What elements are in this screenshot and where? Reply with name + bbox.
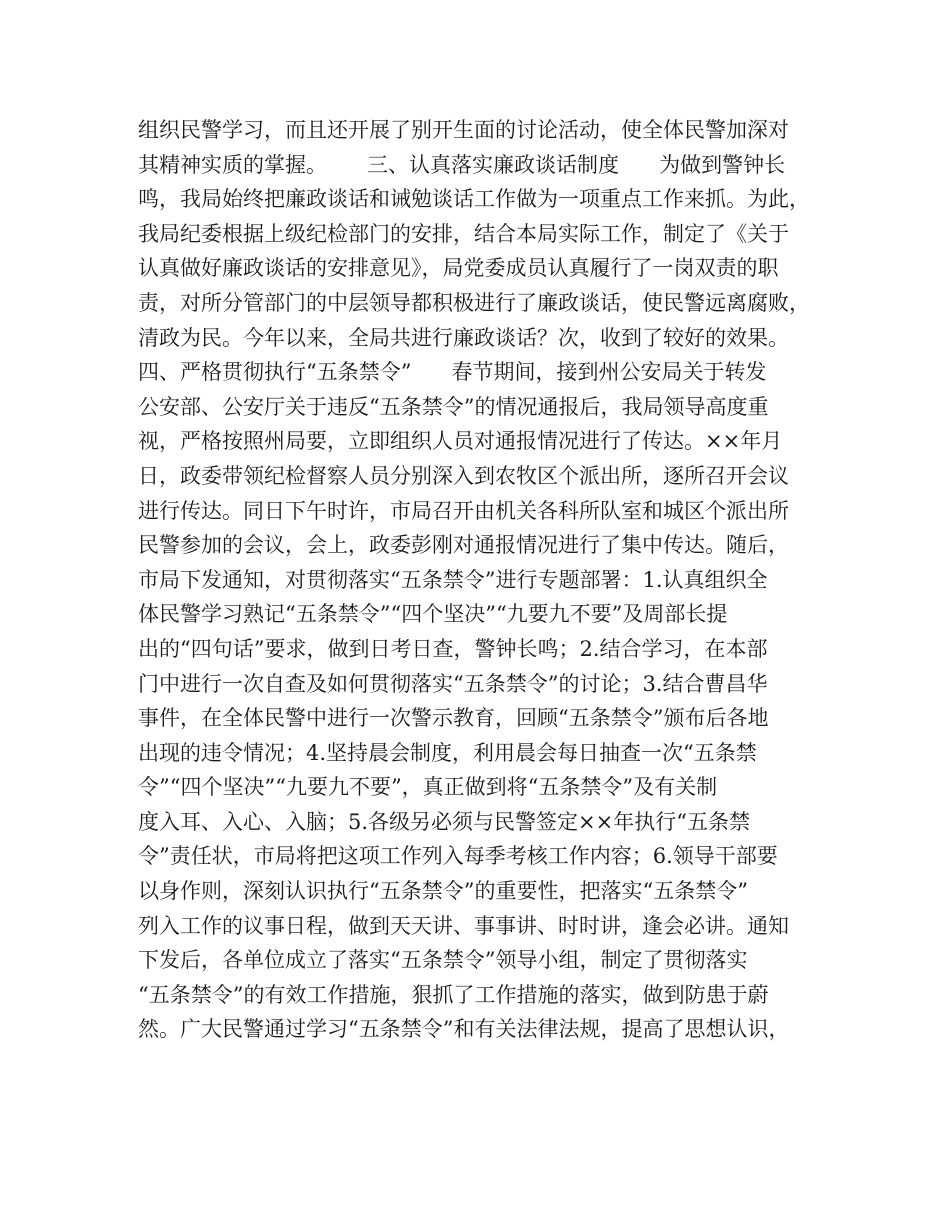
text-line: 认真做好廉政谈话的安排意见》，局党委成员认真履行了一岗双责的职 <box>138 256 779 281</box>
text-line: 市局下发通知，对贯彻落实“五条禁令”进行专题部署：1.认真组织全 <box>138 567 768 592</box>
text-line: 公安部、公安厅关于违反“五条禁令”的情况通报后，我局领导高度重 <box>138 394 769 419</box>
text-line: 清政为民。今年以来，全局共进行廉政谈话？次，收到了较好的效果。 <box>138 325 789 350</box>
text-line: 责，对所分管部门的中层领导都积极进行了廉政谈话，使民警远离腐败， <box>138 290 810 315</box>
text-line: 令”“四个坚决”“九要九不要”，真正做到将“五条禁令”及有关制 <box>138 775 718 800</box>
text-line: 民警参加的会议，会上，政委彭刚对通报情况进行了集中传达。随后， <box>138 533 789 558</box>
text-line: 下发后，各单位成立了落实“五条禁令”领导小组，制定了贯彻落实 <box>138 948 748 973</box>
text-line: 门中进行一次自查及如何贯彻落实“五条禁令”的讨论；3.结合曹昌华 <box>138 671 768 696</box>
text-line: 体民警学习熟记“五条禁令”“四个坚决”“九要九不要”及周部长提 <box>138 602 728 627</box>
text-line: 日，政委带领纪检督察人员分别深入到农牧区个派出所，逐所召开会议 <box>138 463 789 488</box>
text-line: 四、严格贯彻执行“五条禁令” 春节期间，接到州公安局关于转发 <box>138 360 767 385</box>
body-text <box>138 113 828 1047</box>
text-line: 视，严格按照州局要，立即组织人员对通报情况进行了传达。××年月 <box>138 429 783 454</box>
text-line: 其精神实质的掌握。 三、认真落实廉政谈话制度 为做到警钟长 <box>138 152 786 177</box>
text-line: 然。广大民警通过学习“五条禁令”和有关法律法规，提高了思想认识， <box>138 1017 790 1042</box>
text-line: “五条禁令”的有效工作措施，狠抓了工作措施的落实，做到防患于蔚 <box>138 982 769 1007</box>
text-line: 列入工作的议事日程，做到天天讲、事事讲、时时讲，逢会必讲。通知 <box>138 913 789 938</box>
text-line: 组织民警学习，而且还开展了别开生面的讨论活动，使全体民警加深对 <box>138 118 789 142</box>
text-line: 度入耳、入心、入脑；5.各级另必须与民警签定××年执行“五条禁 <box>138 809 750 834</box>
text-line: 以身作则，深刻认识执行“五条禁令”的重要性，把落实“五条禁令” <box>138 879 748 904</box>
text-line: 鸣，我局始终把廉政谈话和诫勉谈话工作做为一项重点工作来抓。为此， <box>138 187 810 212</box>
text-line: 进行传达。同日下午时许，市局召开由机关各科所队室和城区个派出所 <box>138 498 789 523</box>
text-line: 出现的违令情况；4.坚持晨会制度，利用晨会每日抽查一次“五条禁 <box>138 740 757 765</box>
text-line: 我局纪委根据上级纪检部门的安排，结合本局实际工作，制定了《关于 <box>138 221 789 246</box>
text-line: 令”责任状，市局将把这项工作列入每季考核工作内容；6.领导干部要 <box>138 844 778 869</box>
text-line: 出的“四句话”要求，做到日考日查，警钟长鸣；2.结合学习，在本部 <box>138 636 768 661</box>
text-line: 事件，在全体民警中进行一次警示教育，回顾“五条禁令”颁布后各地 <box>138 706 769 731</box>
